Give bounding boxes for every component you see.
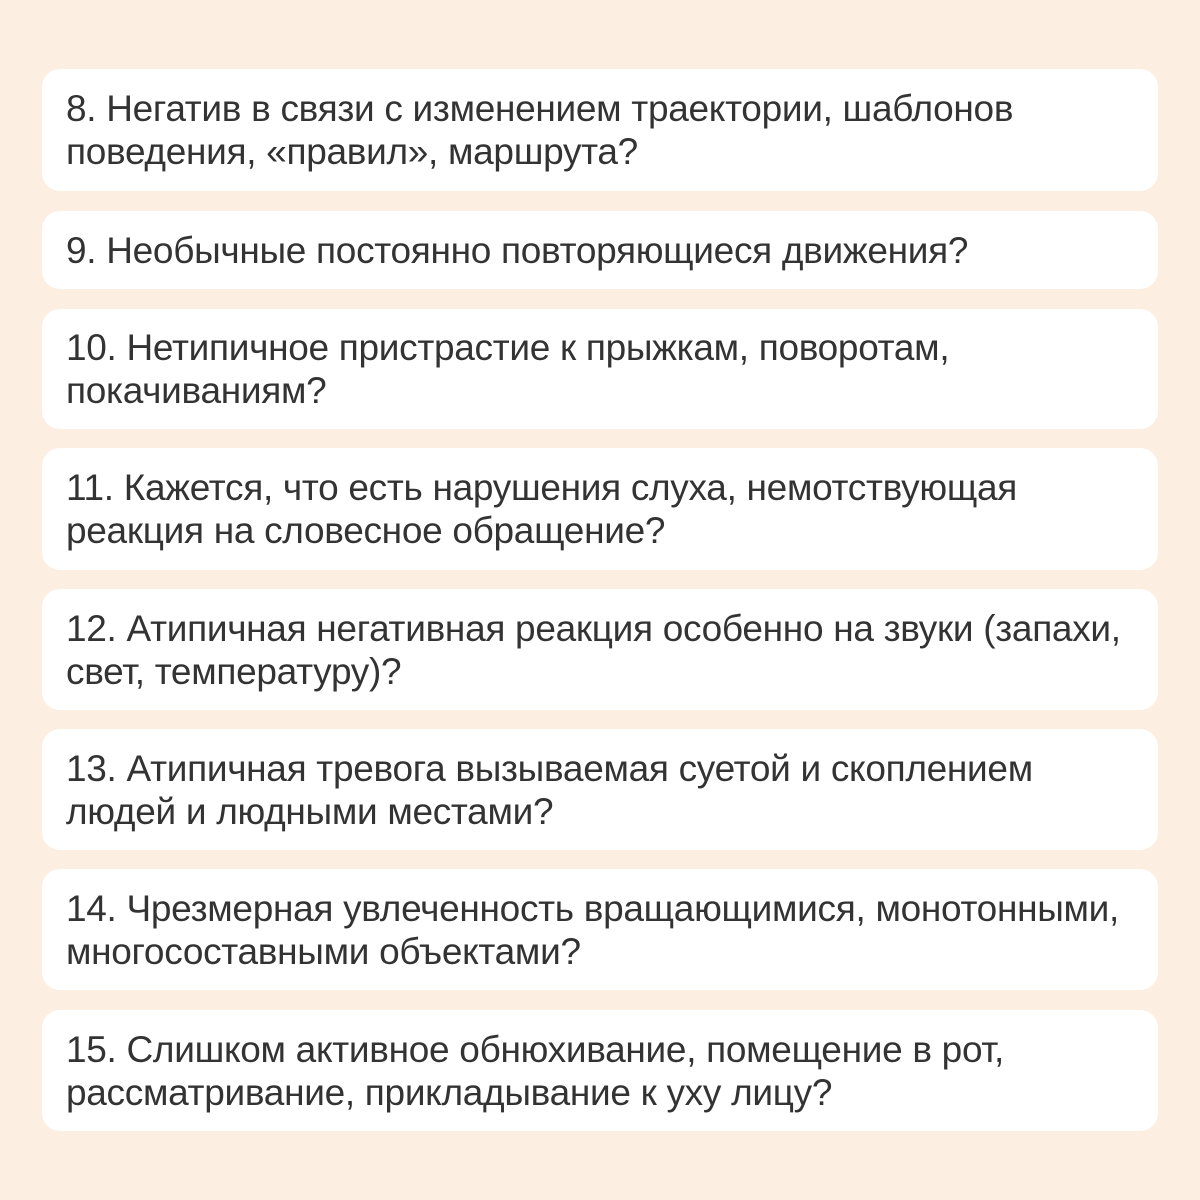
question-text: 11. Кажется, что есть нарушения слуха, немотствующая реакция на словесное обращение?	[66, 467, 1017, 551]
question-text: 12. Атипичная негативная реакция особенно на звуки (запахи, свет, температуру)?	[66, 607, 1121, 692]
question-text: 15. Слишком активное обнюхивание, помещение в рот, рассматривание, прикладывание к уху лицу?	[66, 1028, 1004, 1113]
question-card	[42, 211, 1158, 289]
question-card	[42, 448, 1158, 570]
question-card	[42, 309, 1158, 429]
question-card	[42, 589, 1158, 710]
question-card	[42, 729, 1158, 850]
question-card	[42, 69, 1158, 191]
question-text: 13. Атипичная тревога вызываемая суетой и скоплением людей и людными местами?	[66, 747, 1033, 832]
question-card	[42, 869, 1158, 990]
question-text: 8. Негатив в связи с изменением траектории, шаблонов поведения, «правил», маршрута?	[66, 88, 1014, 172]
question-text: 10. Нетипичное пристрастие к прыжкам, поворотам, покачиваниям?	[66, 327, 950, 411]
question-card	[42, 1010, 1158, 1131]
question-text: 9. Необычные постоянно повторяющиеся движения?	[66, 229, 969, 271]
question-text: 14. Чрезмерная увлеченность вращающимися, монотонными, многосоставными объектами?	[66, 887, 1120, 972]
